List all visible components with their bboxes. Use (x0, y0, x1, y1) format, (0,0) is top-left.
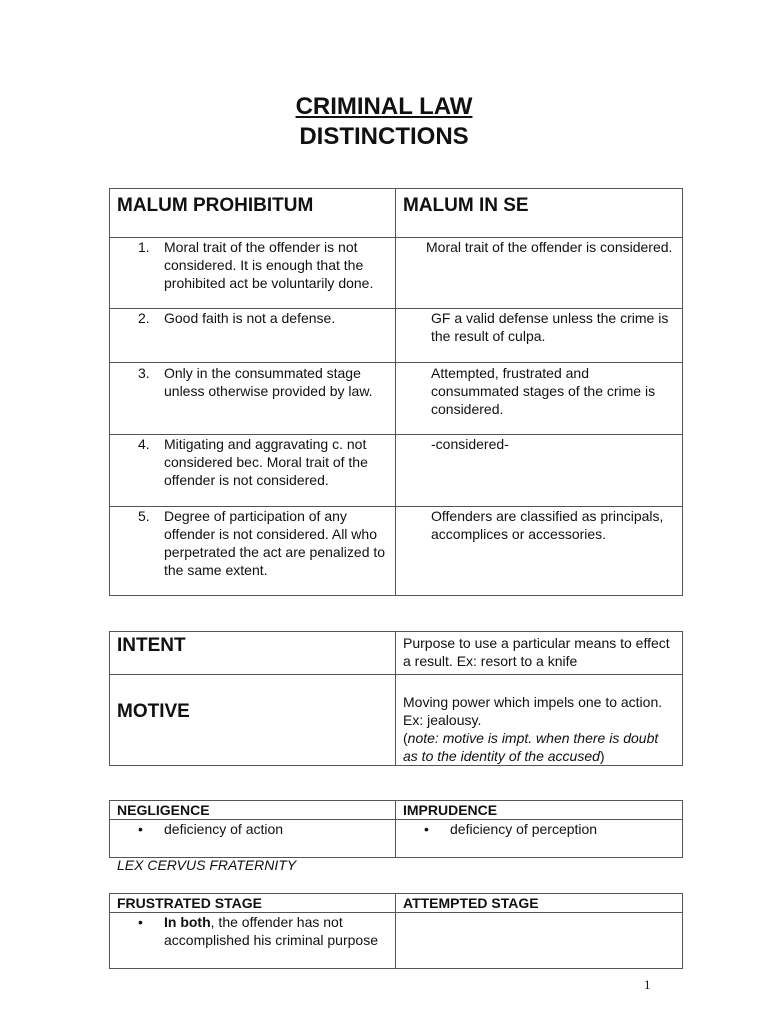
note-open-paren: ( (403, 730, 408, 746)
row-number: 4. (138, 436, 150, 452)
fraternity-label: LEX CERVUS FRATERNITY (117, 857, 297, 873)
page-number: 1 (644, 977, 651, 992)
table-row-right (396, 309, 683, 363)
list-item (110, 913, 396, 969)
header-malum-in-se: MALUM IN SE (396, 189, 683, 238)
empty-cell (396, 913, 683, 969)
note-close-paren: ) (599, 748, 605, 764)
table-row-left (110, 238, 396, 309)
motive-note (403, 729, 676, 765)
bullet-icon: • (424, 821, 429, 837)
row-text: Only in the consummated stage unless otherwise provided by law. (164, 365, 373, 399)
intent-label: INTENT (110, 632, 396, 675)
table-row-left (110, 435, 396, 507)
row-number: 5. (138, 508, 150, 524)
table-row-right (396, 238, 683, 309)
row-number: 1. (138, 239, 150, 255)
header-malum-prohibitum: MALUM PROHIBITUM (110, 189, 396, 238)
page-title: CRIMINAL LAW (295, 93, 473, 120)
bullet-icon: • (138, 821, 143, 837)
table-row-left (110, 363, 396, 435)
row-text: Moral trait of the offender is not considered. It is enough that the prohibited act be voluntarily done. (164, 239, 374, 291)
table-row-right (396, 363, 683, 435)
row-text: Moral trait of the offender is considered. (426, 239, 673, 255)
motive-text: Moving power which impels one to action. Ex: jealousy. (403, 694, 663, 728)
motive-cell (396, 675, 683, 766)
row-text: Mitigating and aggravating c. not considered bec. Moral trait of the offender is not considered. (164, 436, 368, 488)
malum-table (109, 188, 683, 596)
header-negligence: NEGLIGENCE (110, 801, 396, 820)
table-row-right (396, 507, 683, 596)
row-text: Offenders are classified as principals, accomplices or accessories. (431, 508, 664, 542)
bullet-rest-text: , the offender has not accomplished his criminal purpose (164, 914, 378, 948)
row-text: Degree of participation of any offender is not considered. All who perpetrated the act are penalized to the same extent. (164, 508, 386, 578)
bullet-bold-text: In both (164, 914, 211, 930)
row-text: Good faith is not a defense. (164, 310, 336, 326)
row-text: GF a valid defense unless the crime is the result of culpa. (431, 310, 669, 344)
header-frustrated-stage: FRUSTRATED STAGE (110, 894, 396, 913)
intent-text: Purpose to use a particular means to effect a result. Ex: resort to a knife (396, 632, 683, 675)
row-text: Attempted, frustrated and consummated stages of the crime is considered. (431, 365, 656, 417)
bullet-text (164, 913, 389, 949)
table-row-left (110, 309, 396, 363)
row-number: 3. (138, 365, 150, 381)
motive-label: MOTIVE (110, 675, 396, 766)
intent-motive-table (109, 631, 683, 766)
table-row-left (110, 507, 396, 596)
header-attempted-stage: ATTEMPTED STAGE (396, 894, 683, 913)
row-text: -considered- (431, 436, 509, 452)
list-item (110, 820, 396, 858)
negligence-table (109, 800, 683, 858)
table-row-right (396, 435, 683, 507)
row-number: 2. (138, 310, 150, 326)
list-item (396, 820, 683, 858)
stages-table (109, 893, 683, 969)
note-text: note: motive is impt. when there is doubt as to the identity of the accused (403, 730, 659, 764)
bullet-text: deficiency of action (164, 821, 284, 837)
page-subtitle: DISTINCTIONS (299, 123, 469, 150)
header-imprudence: IMPRUDENCE (396, 801, 683, 820)
bullet-text: deficiency of perception (450, 821, 598, 837)
bullet-icon: • (138, 914, 143, 930)
